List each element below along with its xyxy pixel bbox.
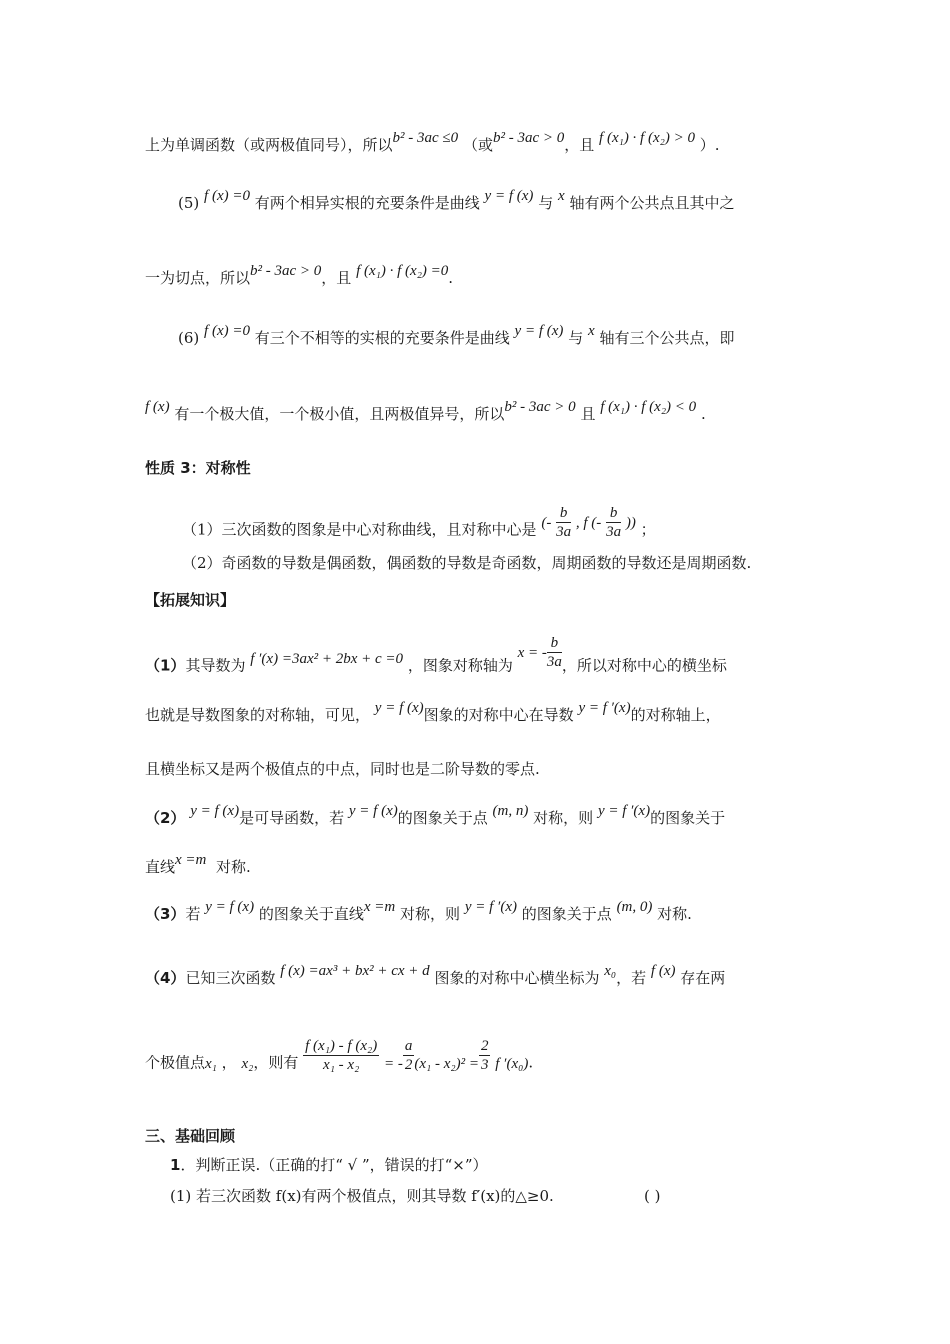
section-heading: 三、基础回顾 xyxy=(145,1127,236,1145)
text: 有两个相异实根的充要条件是曲线 xyxy=(254,194,480,212)
question-line xyxy=(170,1186,554,1206)
formula: x₂ xyxy=(241,1055,254,1072)
text: 的对称轴上， xyxy=(630,706,721,724)
text-line xyxy=(145,963,726,989)
text: ， xyxy=(221,1053,237,1072)
fraction: $\frac{b}{3a}$ xyxy=(556,505,572,540)
text-line xyxy=(145,399,706,425)
formula: f (x₁) · f (x₂) < 0 xyxy=(600,399,697,415)
text: 对称，则 xyxy=(400,905,461,923)
formula: f (x) =ax³ + bx² + cx + d xyxy=(280,963,430,979)
formula: , f (- xyxy=(575,514,602,531)
question-text: ．判断正误.（正确的打“ √ ”，错误的打“×”） xyxy=(180,1156,488,1174)
formula: (m, 0) xyxy=(616,899,653,915)
answer-blank[interactable]: ( ) xyxy=(644,1187,661,1205)
text: 其导数为 xyxy=(185,656,246,675)
formula: f (x) =0 xyxy=(204,323,250,339)
formula: f ′(x₀) xyxy=(495,1055,529,1072)
formula: x₀ xyxy=(604,963,617,979)
text: . xyxy=(528,1053,534,1072)
text: . xyxy=(448,269,454,287)
text: 一为切点，所以 xyxy=(145,269,251,287)
text: ，若 xyxy=(616,969,647,987)
text-line xyxy=(145,899,692,925)
formula: f (x) =0 xyxy=(204,188,250,204)
fraction: $\frac{b}{3a}$ xyxy=(606,505,622,540)
text: 且 xyxy=(580,405,596,423)
formula: y = f ′(x) xyxy=(597,803,651,819)
text: 轴有三个公共点，即 xyxy=(599,329,735,347)
text: ，图象对称轴为 xyxy=(407,656,513,675)
formula: f (x) xyxy=(145,399,170,415)
text: （1）三次函数的图象是中心对称曲线，且对称中心是 xyxy=(182,520,537,539)
text-line: 且横坐标又是两个极值点的中点，同时也是二阶导数的零点. xyxy=(145,760,540,778)
text: 对称. xyxy=(215,858,251,876)
text: 有三个不相等的实根的充要条件是曲线 xyxy=(254,329,510,347)
question-number: 1 xyxy=(170,1156,181,1174)
formula: f (x₁) · f (x₂) =0 xyxy=(356,263,449,279)
formula: y = f (x) xyxy=(484,188,534,204)
formula: y = f (x) xyxy=(374,700,424,716)
text: 有一个极大值，一个极小值，且两极值异号，所以 xyxy=(174,405,505,423)
text-line xyxy=(182,505,656,549)
text: 上为单调函数（或两极值同号），所以 xyxy=(145,136,393,154)
text: ，所以对称中心的横坐标 xyxy=(561,656,727,675)
text: 图象的对称中心横坐标为 xyxy=(434,969,600,987)
formula: b² - 3ac > 0 xyxy=(504,399,576,415)
fraction: $\frac{2}{3}$ xyxy=(480,1038,489,1073)
formula: b² - 3ac > 0 xyxy=(250,263,322,279)
formula: f (x₁) · f (x₂) > 0 xyxy=(599,130,695,146)
formula: (x₁ - x₂)² = xyxy=(414,1055,479,1072)
text-line: （2）奇函数的导数是偶函数，偶函数的导数是奇函数，周期函数的导数还是周期函数. xyxy=(182,554,752,572)
text-line xyxy=(145,803,726,829)
formula: (m, n) xyxy=(492,803,529,819)
formula: (- xyxy=(541,514,552,531)
fraction: $\frac{\text{f (x₁) - f (x₂)}}{\text{x₁ - x₂}}$ xyxy=(305,1038,378,1073)
formula: y = f (x) xyxy=(514,323,564,339)
item-number: （2） xyxy=(145,809,186,827)
item-number: （1） xyxy=(145,656,186,675)
formula: b² - 3ac ≤0 xyxy=(392,130,459,146)
formula: )) xyxy=(625,514,636,531)
formula: y = f (x) xyxy=(190,803,240,819)
formula: x = - xyxy=(517,644,547,661)
text: 的图象关于点 xyxy=(521,905,612,923)
text: 若 xyxy=(185,905,201,923)
text: . xyxy=(700,405,706,423)
text: 的图象关于 xyxy=(650,809,726,827)
text: 图象的对称中心在导数 xyxy=(423,706,574,724)
formula: b² - 3ac > 0 xyxy=(492,130,565,146)
formula: = - xyxy=(383,1055,403,1072)
text: 存在两 xyxy=(680,969,726,987)
text: ）. xyxy=(699,136,720,154)
text-line xyxy=(145,263,454,289)
formula: x xyxy=(587,323,595,339)
text-line xyxy=(145,1038,534,1082)
text-line xyxy=(178,323,735,349)
question-line xyxy=(170,1155,488,1175)
text: ； xyxy=(640,520,656,539)
text: 是可导函数，若 xyxy=(239,809,345,827)
text: 对称. xyxy=(657,905,692,923)
formula: f ′(x) =3ax² + 2bx + c =0 xyxy=(250,650,404,667)
text: 的图象关于点 xyxy=(397,809,488,827)
formula: f (x) xyxy=(650,963,676,979)
formula: x xyxy=(557,188,565,204)
text: (5) xyxy=(178,194,200,212)
text: ，且 xyxy=(321,269,352,287)
text-line xyxy=(145,130,720,156)
text-line xyxy=(145,852,251,878)
text: 直线 xyxy=(145,858,176,876)
formula: y = f ′(x) xyxy=(464,899,517,915)
fraction: $\frac{a}{2}$ xyxy=(404,1038,413,1073)
fraction: $\frac{b}{3a}$ xyxy=(546,635,562,670)
text: 也就是导数图象的对称轴，可见， xyxy=(145,706,371,724)
formula: x =m xyxy=(175,852,207,868)
text: ，则有 xyxy=(253,1053,299,1072)
formula: x₁ xyxy=(205,1055,217,1072)
text: 对称，则 xyxy=(533,809,594,827)
text: 与 xyxy=(568,329,584,347)
text: 的图象关于直线 xyxy=(258,905,364,923)
item-number: （4） xyxy=(145,969,186,987)
text: 轴有两个公共点且其中之 xyxy=(569,194,735,212)
formula: y = f (x) xyxy=(205,899,255,915)
section-heading: 性质 3：对称性 xyxy=(145,459,251,477)
text-line xyxy=(178,188,735,214)
formula: y = f (x) xyxy=(348,803,398,819)
formula: y = f ′(x) xyxy=(578,700,631,716)
text-line xyxy=(145,635,727,685)
section-heading: 【拓展知识】 xyxy=(145,591,236,609)
text: 个极值点 xyxy=(145,1053,206,1072)
text: 与 xyxy=(538,194,554,212)
text: ，且 xyxy=(564,136,595,154)
text: (6) xyxy=(178,329,200,347)
formula: x =m xyxy=(363,899,396,915)
item-number: （3） xyxy=(145,905,186,923)
text: 已知三次函数 xyxy=(185,969,276,987)
question-text: (1) 若三次函数 f(x)有两个极值点，则其导数 f′(x)的△≥0. xyxy=(170,1187,554,1205)
text-line xyxy=(145,700,721,726)
text: （或 xyxy=(462,136,493,154)
